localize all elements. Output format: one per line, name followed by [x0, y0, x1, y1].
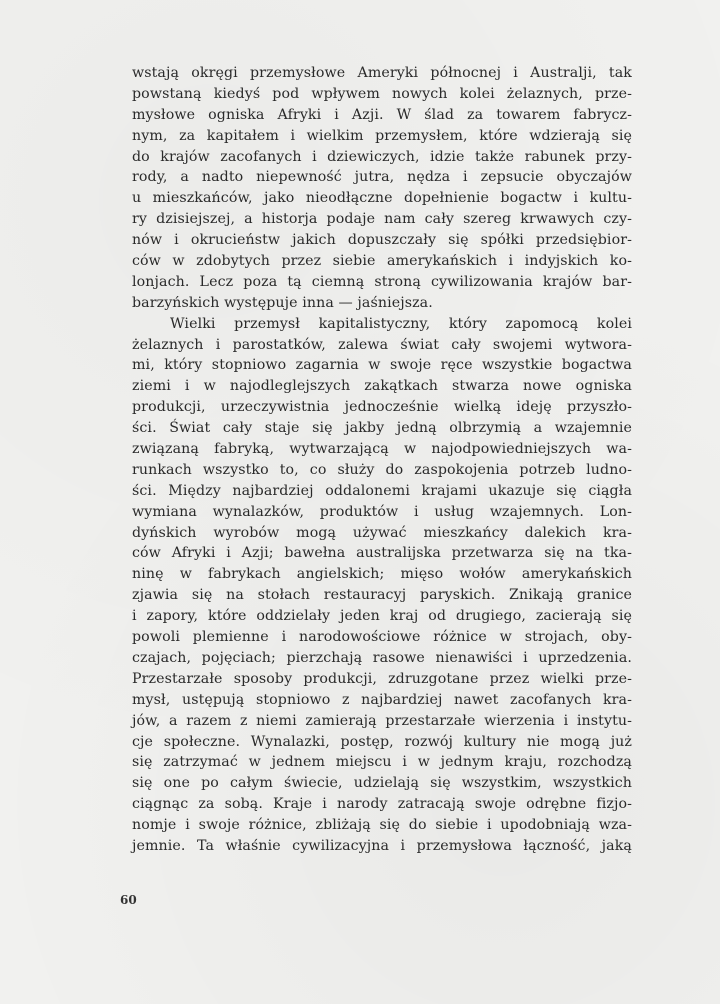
text-line: barzyńskich występuje inna — jaśniejsza.	[132, 294, 433, 311]
text-line: jemnie. Ta właśnie cywilizacyjna i przemysłowa łączność, jaką	[132, 837, 632, 854]
text-line: dyńskich wyrobów mogą używać mieszkańcy dalekich kra-	[132, 524, 632, 541]
page-number: 60	[120, 893, 137, 907]
text-line: rody, a nadto niepewność jutra, nędza i zepsucie obyczajów	[132, 169, 632, 186]
text-line: i zapory, które oddzielały jeden kraj od drugiego, zacierają się	[132, 608, 632, 625]
text-line: ry dzisiejszej, a historja podaje nam cały szereg krwawych czy-	[132, 211, 632, 228]
text-line: lonjach. Lecz poza tą ciemną stroną cywilizowania krajów bar-	[132, 273, 632, 290]
text-line: jów, a razem z niemi zamierają przestarzałe wierzenia i instytu-	[132, 712, 632, 729]
text-line: nym, za kapitałem i wielkim przemysłem, które wdzierają się	[132, 127, 632, 144]
text-line: Wielki przemysł kapitalistyczny, który zapomocą kolei	[170, 315, 632, 332]
text-line: Przestarzałe sposoby produkcji, zdruzgotane przez wielki prze-	[132, 670, 632, 687]
text-line: wstają okręgi przemysłowe Ameryki północnej i Australji, tak	[132, 65, 632, 81]
text-line: mysłowe ogniska Afryki i Azji. W ślad za towarem fabrycz-	[132, 106, 632, 123]
text-line: do krajów zacofanych i dziewiczych, idzie także rabunek przy-	[132, 148, 632, 165]
text-line: się zatrzymać w jednem miejscu i w jednym kraju, rozchodzą	[132, 754, 632, 771]
text-line: ninę w fabrykach angielskich; mięso wołów amerykańskich	[132, 566, 632, 583]
text-line: ści. Między najbardziej oddalonemi krajami ukazuje się ciągła	[132, 482, 632, 499]
text-line: u mieszkańców, jako nieodłączne dopełnienie bogactw i kultu-	[132, 190, 632, 207]
text-line: żelaznych i parostatków, zalewa świat cały swojemi wytwora-	[132, 336, 632, 353]
text-line: się one po całym świecie, udzielają się wszystkim, wszystkich	[132, 775, 632, 792]
text-line: ców w zdobytych przez siebie amerykańskich i indyjskich ko-	[132, 253, 632, 270]
text-line: powstaną kiedyś pod wpływem nowych kolei żelaznych, prze-	[132, 85, 632, 102]
text-line: ców Afryki i Azji; bawełna australijska przetwarza się na tka-	[132, 545, 632, 562]
text-line: zjawia się na stołach restauracyj paryskich. Znikają granice	[132, 587, 632, 604]
text-line: ści. Świat cały staje się jakby jedną olbrzymią a wzajemnie	[132, 420, 632, 437]
text-line: wymiana wynalazków, produktów i usług wzajemnych. Lon-	[132, 503, 632, 520]
body-text	[132, 63, 632, 857]
text-line: mysł, ustępują stopniowo z najbardziej nawet zacofanych kra-	[132, 691, 632, 708]
text-line: mi, który stopniowo zagarnia w swoje ręce wszystkie bogactwa	[132, 357, 632, 374]
text-line: cje społeczne. Wynalazki, postęp, rozwój kultury nie mogą już	[132, 733, 632, 750]
text-line: ziemi i w najodleglejszych zakątkach stwarza nowe ogniska	[132, 378, 632, 395]
text-line: związaną fabryką, wytwarzającą w najodpowiedniejszych wa-	[132, 441, 632, 458]
text-line: nów i okrucieństw jakich dopuszczały się spółki przedsiębior-	[132, 232, 632, 249]
text-line: powoli plemienne i narodowościowe różnice w strojach, oby-	[132, 629, 632, 646]
text-line: ciągnąc za sobą. Kraje i narody zatracają swoje odrębne fizjo-	[132, 796, 632, 813]
text-line: nomje i swoje różnice, zbliżają się do siebie i upodobniają wza-	[132, 817, 632, 834]
text-line: czajach, pojęciach; pierzchają rasowe nienawiści i uprzedzenia.	[132, 649, 632, 666]
text-line: runkach wszystko to, co służy do zaspokojenia potrzeb ludno-	[132, 461, 632, 478]
text-line: produkcji, urzeczywistnia jednocześnie wielką ideję przyszło-	[132, 399, 632, 416]
